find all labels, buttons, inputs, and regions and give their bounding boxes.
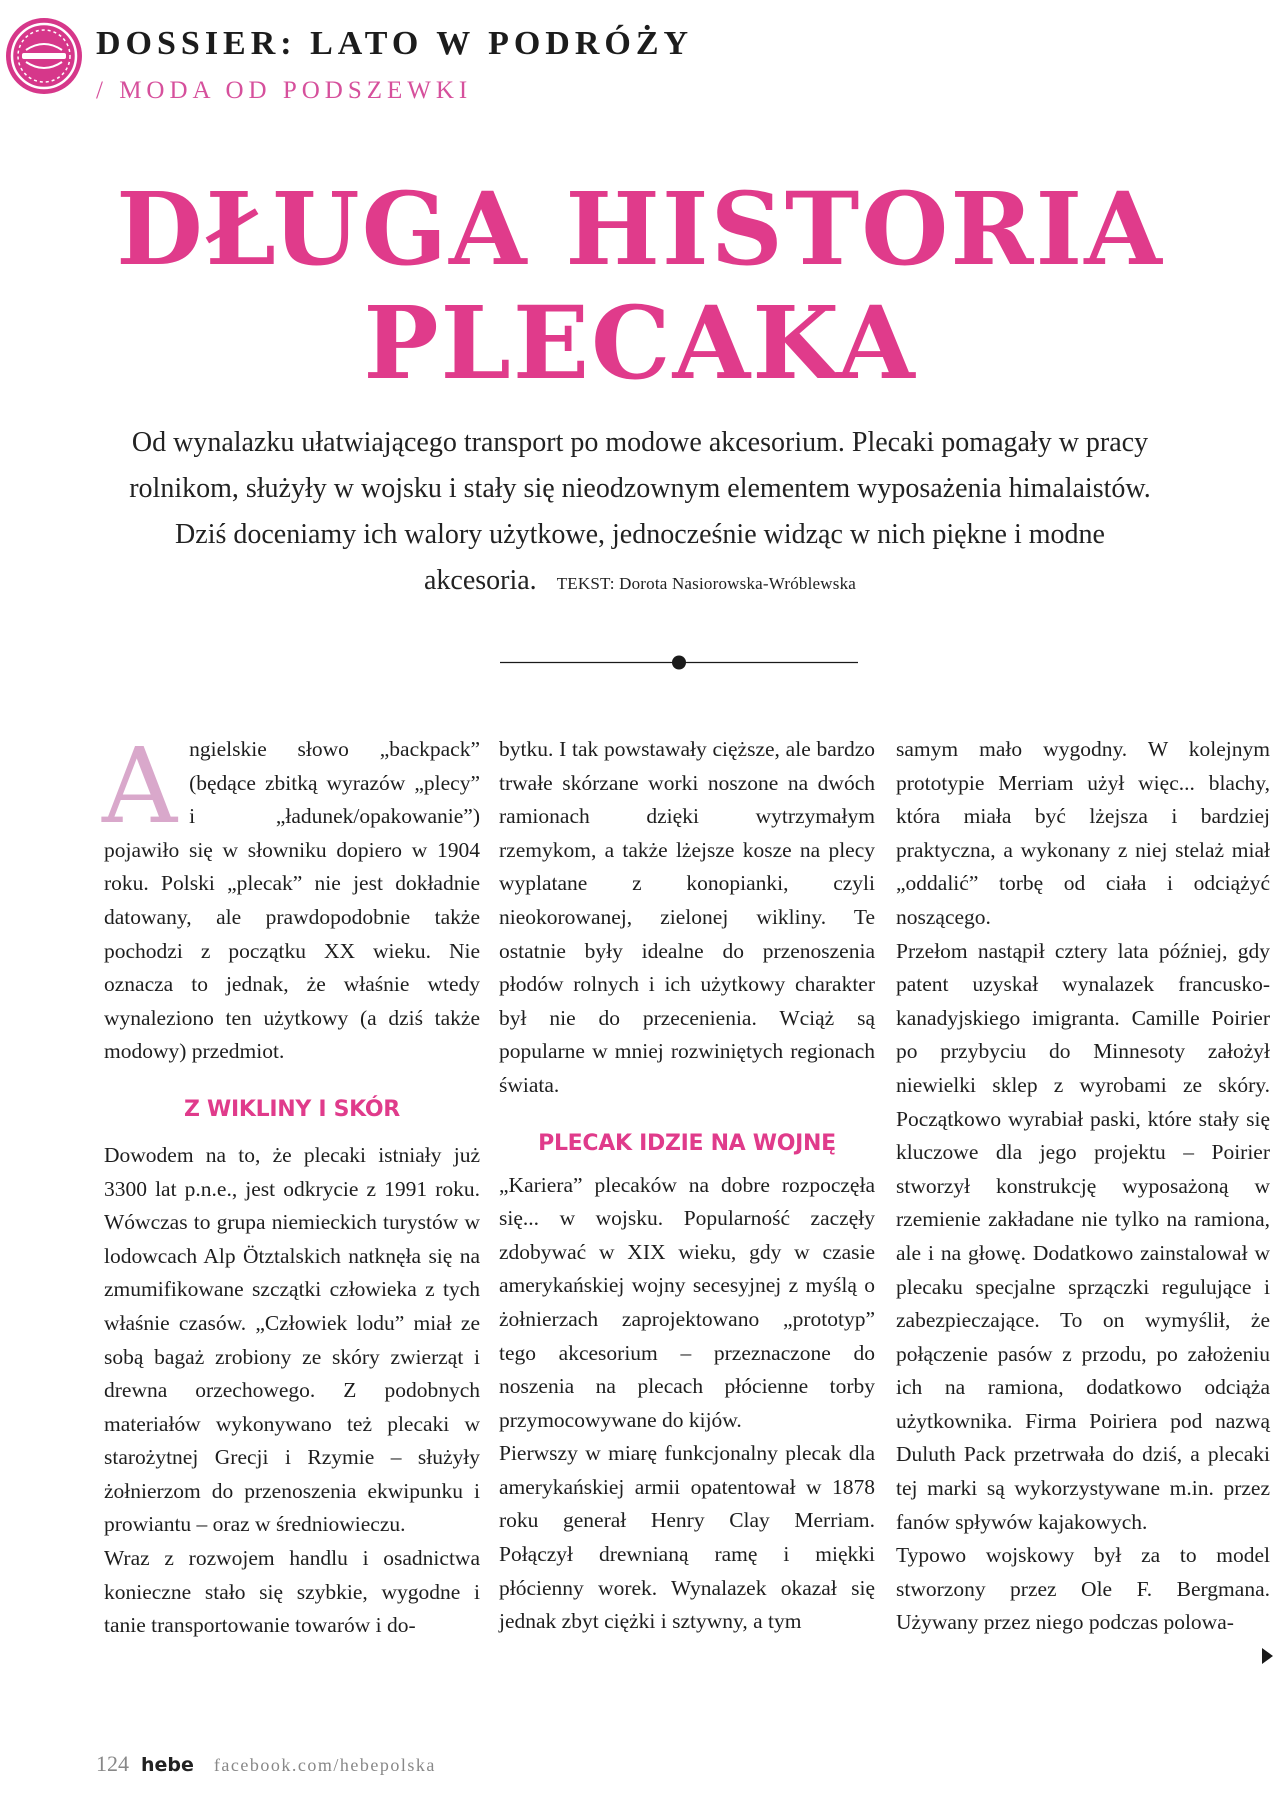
paragraph: Pierwszy w miarę funkcjonalny plecak dla amerykańskiej armii opatentował w 1878 roku generał Henry Clay Merriam. Połączył drewnianą ramę i miękki płócienny worek. Wynalazek okazał się jednak zbyt ciężki i sztywny, a tym	[499, 1441, 875, 1634]
paragraph: bytku. I tak powstawały cięższe, ale bardzo trwałe skórzane worki noszone na dwóch ramionach dzięki wytrzymałym rzemykom, a także lżejsze kosze na plecy wyplatane z konopianki, czyli nieokorowanej, zielonej wikliny. Te ostatnie były idealne do przenoszenia płodów rolnych i ich użytkowy charakter był nie do przecenienia. Wciąż są popularne w mniej rozwiniętych regionach świata.	[499, 737, 875, 1097]
section-subtitle: / MODA OD PODSZEWKI	[96, 77, 473, 104]
dossier-heading: DOSSIER: LATO W PODRÓŻY	[96, 25, 694, 62]
paragraph: Typowo wojskowy był za to model stworzony przez Ole F. Bergmana. Używany przez niego podczas polowa-	[896, 1543, 1270, 1635]
paragraph: „Kariera” plecaków na dobre rozpoczęła się... w wojsku. Popularność zaczęły zdobywać w XIX wieku, gdy w czasie amerykańskiej wojny secesyjnej z myślą o żołnierzach zaprojektowano „prototyp” tego akcesorium – przeznaczone do noszenia na plecach płócienne torby przymocowywane do kijów.	[499, 1172, 875, 1432]
intro-paragraph: Angielskie słowo „backpack” (będące zbitką wyrazów „plecy” i „ładunek/opakowanie”) pojawiło się w słowniku dopiero w 1904 roku. Polski „plecak” nie jest dokładnie datowany, ale prawdopodobnie także pochodzi z początku XX wieku. Nie oznacza to jednak, że właśnie wtedy wynaleziono ten użytkowy (a dziś także modowy) przedmiot.	[102, 725, 480, 1064]
paragraph: Dowodem na to, że plecaki istniały już 3300 lat p.n.e., jest odkrycie z 1991 roku. Wówczas to grupa niemieckich turystów w lodowcach Alp Ötztalskich natknęła się na zmumifikowane szczątki człowieka z tych właśnie czasów. „Człowiek lodu” miał ze sobą bagaż zrobiony ze skóry zwierząt i drewna orzechowego. Z podobnych materiałów wykonywano też plecaki w starożytnej Grecji i Rzymie – służyły żołnierzom do przenoszenia ekwipunku i prowiantu – oraz w średniowieczu.	[104, 1142, 480, 1537]
drop-cap: A	[102, 725, 178, 847]
continue-arrow-icon	[1262, 1648, 1273, 1664]
article-title-line-1: DŁUGA HISTORIA	[116, 170, 1164, 288]
author-credit: TEKST: Dorota Nasiorowska-Wróblewska	[556, 574, 857, 593]
section-heading-war: PLECAK IDZIE NA WOJNĘ	[538, 1130, 836, 1156]
article-column-2	[499, 733, 875, 1639]
ornamental-divider	[500, 654, 858, 671]
page-number: 124	[96, 1751, 129, 1776]
brand-name: hebe	[141, 1754, 194, 1776]
page-footer	[96, 1751, 436, 1777]
paragraph: Wraz z rozwojem handlu i osadnictwa konieczne stało się szybkie, wygodne i tanie transportowanie towarów i do-	[104, 1546, 480, 1638]
facebook-link[interactable]: facebook.com/hebepolska	[213, 1755, 436, 1775]
paragraph: samym mało wygodny. W kolejnym prototypie Merriam użył więc... blachy, która miała być lżejsza i bardziej praktyczna, a wykonany z niej stelaż miał „oddalić” torbę od ciała i odciążyć noszącego.	[896, 737, 1270, 929]
article-column-1	[102, 725, 480, 1643]
lead-text: Od wynalazku ułatwiającego transport po modowe akcesorium. Plecaki pomagały w pracy rolnikom, służyły w wojsku i stały się nieodzownym elementem wyposażenia himalaistów. Dziś doceniamy ich walory użytkowe, jednocześnie widząc w nich piękne i modne akcesoria.	[129, 427, 1151, 596]
paragraph: Przełom nastąpił cztery lata później, gdy patent uzyskał wynalazek francusko-kanadyjskiego imigranta. Camille Poirier po przybyciu do Minnesoty założył niewielki sklep z wyrobami ze skóry. Początkowo wyrabiał paski, które stały się kluczowe dla jego projektu – Poirier stworzył konstrukcję wyposażoną w rzemienie zakładane nie tylko na ramiona, ale i na głowę. Dodatkowo zainstalował w plecaku specjalne sprzączki regulujące i zabezpieczające. To on wymyślił, że połączenie pasów z przodu, po założeniu ich na ramiona, dodatkowo odciąża użytkownika. Firma Poiriera pod nazwą Duluth Pack przetrwała do dziś, a plecaki tej marki są wykorzystywane m.in. przez fanów spływów kajakowych.	[896, 938, 1270, 1534]
section-heading-wicker: Z WIKLINY I SKÓR	[184, 1096, 400, 1122]
article-title-line-2: PLECAKA	[363, 284, 917, 402]
article-lead	[112, 420, 1168, 607]
dossier-logo-icon	[4, 16, 84, 96]
article-column-3	[896, 733, 1270, 1640]
